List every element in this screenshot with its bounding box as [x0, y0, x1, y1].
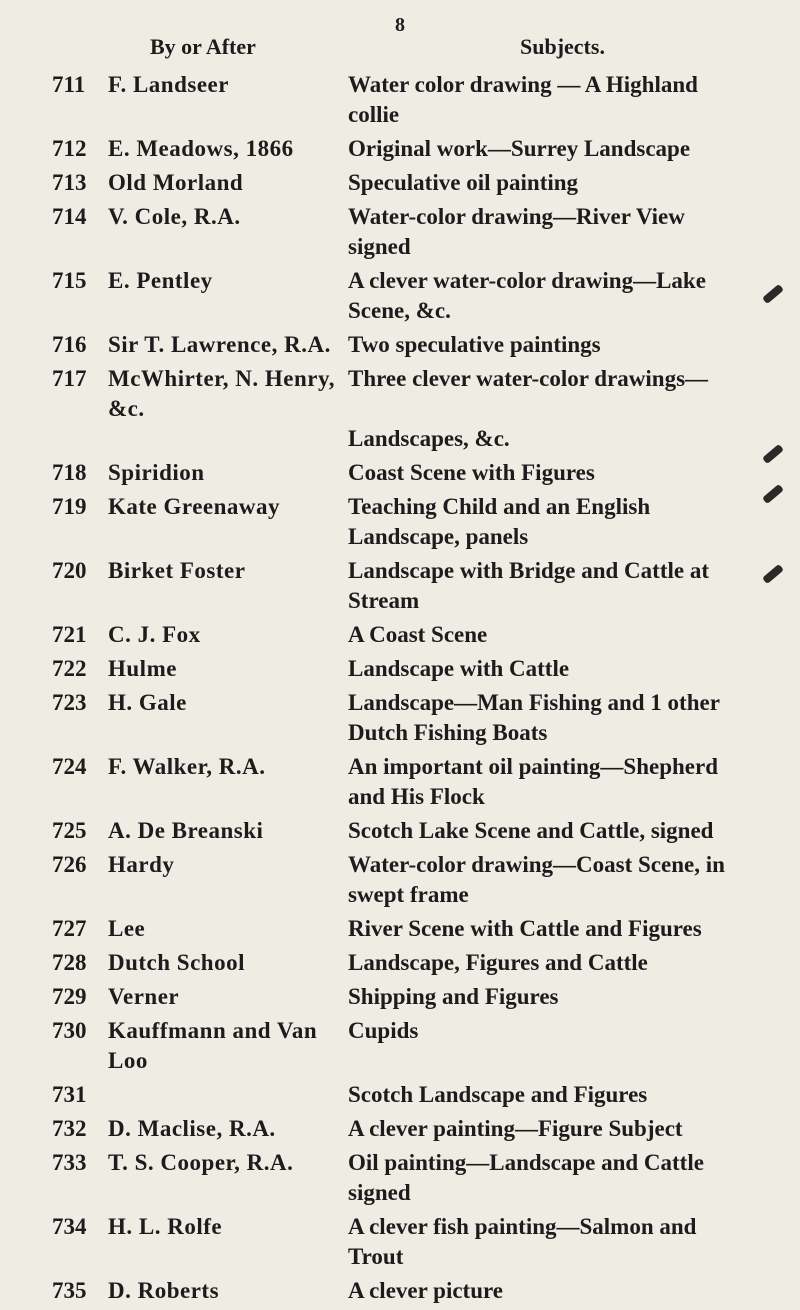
lot-num: 725	[52, 818, 87, 843]
lot-row	[52, 458, 772, 488]
lot-subject: Landscape with Cattle	[348, 656, 570, 681]
lot-row	[52, 70, 772, 130]
lot-subject: Teaching Child and an English	[348, 494, 651, 519]
lot-artist: Old Morland	[108, 170, 244, 195]
lot-num: 727	[52, 916, 87, 941]
lot-list	[52, 70, 772, 1310]
lot-artist: C. J. Fox	[108, 622, 201, 647]
lot-row	[52, 620, 772, 650]
lot-row	[52, 1148, 772, 1208]
lot-num: 720	[52, 558, 87, 583]
lot-subject: A clever fish painting—Salmon and	[348, 1214, 697, 1239]
lot-subject-continued: Landscapes, &c.	[348, 426, 510, 451]
lot-artist: D. Roberts	[108, 1278, 220, 1303]
lot-artist: H. Gale	[108, 690, 187, 715]
lot-num: 722	[52, 656, 87, 681]
lot-subject: Cupids	[348, 1018, 419, 1043]
lot-num: 716	[52, 332, 87, 357]
lot-num: 732	[52, 1116, 87, 1141]
lot-num: 730	[52, 1018, 87, 1043]
lot-num: 718	[52, 460, 87, 485]
lot-artist: McWhirter, N. Henry, &c.	[108, 366, 335, 421]
header-subjects: Subjects.	[520, 34, 605, 59]
lot-subject: Scotch Lake Scene and Cattle, signed	[348, 818, 714, 843]
lot-num: 723	[52, 690, 87, 715]
lot-row	[52, 1276, 772, 1306]
lot-num: 733	[52, 1150, 87, 1175]
lot-subject: River Scene with Cattle and Figures	[348, 916, 702, 941]
lot-row	[52, 364, 772, 454]
lot-row	[52, 134, 772, 164]
lot-artist: D. Maclise, R.A.	[108, 1116, 276, 1141]
lot-artist: E. Meadows, 1866	[108, 136, 294, 161]
lot-subject-continued: signed	[348, 1180, 411, 1205]
lot-artist: Sir T. Lawrence, R.A.	[108, 332, 331, 357]
lot-subject: Landscape—Man Fishing and 1 other	[348, 690, 720, 715]
ink-mark	[762, 444, 784, 464]
lot-row	[52, 168, 772, 198]
lot-artist: F. Walker, R.A.	[108, 754, 266, 779]
lot-artist: Hulme	[108, 656, 177, 681]
lot-artist: H. L. Rolfe	[108, 1214, 223, 1239]
lot-subject-continued: signed	[348, 234, 411, 259]
lot-artist: F. Landseer	[108, 72, 229, 97]
lot-subject-continued: collie	[348, 102, 400, 127]
lot-num: 728	[52, 950, 87, 975]
lot-artist: E. Pentley	[108, 268, 213, 293]
lot-num: 726	[52, 852, 87, 877]
lot-artist: V. Cole, R.A.	[108, 204, 241, 229]
lot-num: 717	[52, 366, 87, 391]
lot-subject-continued: Dutch Fishing Boats	[348, 720, 548, 745]
lot-num: 715	[52, 268, 87, 293]
lot-artist: Hardy	[108, 852, 175, 877]
lot-row	[52, 850, 772, 910]
lot-artist: Kate Greenaway	[108, 494, 281, 519]
margin-marks	[762, 290, 792, 710]
lot-subject: An important oil painting—Shepherd	[348, 754, 718, 779]
lot-artist: A. De Breanski	[108, 818, 264, 843]
lot-row	[52, 816, 772, 846]
lot-row	[52, 1016, 772, 1076]
lot-subject-continued: Trout	[348, 1244, 404, 1269]
lot-subject-continued: Scene, &c.	[348, 298, 451, 323]
page-number: 8	[395, 14, 405, 36]
lot-artist: Dutch School	[108, 950, 245, 975]
lot-artist: Verner	[108, 984, 180, 1009]
lot-subject-continued: swept frame	[348, 882, 469, 907]
header-by: By or After	[150, 34, 256, 59]
lot-num: 719	[52, 494, 87, 519]
lot-artist: Birket Foster	[108, 558, 246, 583]
lot-subject: Landscape with Bridge and Cattle at	[348, 558, 709, 583]
lot-row	[52, 1080, 772, 1110]
lot-num: 721	[52, 622, 87, 647]
lot-subject: Two speculative paintings	[348, 332, 601, 357]
lot-subject: Shipping and Figures	[348, 984, 559, 1009]
lot-subject: Coast Scene with Figures	[348, 460, 595, 485]
lot-subject: Water-color drawing—Coast Scene, in	[348, 852, 725, 877]
lot-row	[52, 330, 772, 360]
lot-artist: Kauffmann and Van Loo	[108, 1018, 318, 1073]
lot-row	[52, 752, 772, 812]
lot-row	[52, 556, 772, 616]
lot-row	[52, 948, 772, 978]
lot-subject: Oil painting—Landscape and Cattle	[348, 1150, 704, 1175]
lot-subject: Original work—Surrey Landscape	[348, 136, 691, 161]
lot-num: 714	[52, 204, 87, 229]
lot-row	[52, 654, 772, 684]
lot-num: 735	[52, 1278, 87, 1303]
lot-row	[52, 982, 772, 1012]
lot-subject: Water color drawing — A Highland	[348, 72, 698, 97]
lot-subject: Scotch Landscape and Figures	[348, 1082, 648, 1107]
lot-num: 713	[52, 170, 87, 195]
lot-subject: Three clever water-color drawings—	[348, 366, 709, 391]
lot-subject: A clever painting—Figure Subject	[348, 1116, 683, 1141]
lot-row	[52, 688, 772, 748]
lot-num: 731	[52, 1082, 87, 1107]
lot-row	[52, 492, 772, 552]
ink-mark	[762, 564, 784, 584]
lot-subject: Water-color drawing—River View	[348, 204, 685, 229]
lot-artist: T. S. Cooper, R.A.	[108, 1150, 294, 1175]
lot-subject: Landscape, Figures and Cattle	[348, 950, 648, 975]
lot-row	[52, 914, 772, 944]
lot-row	[52, 1212, 772, 1272]
lot-num: 724	[52, 754, 87, 779]
ink-mark	[762, 484, 784, 504]
lot-subject: Speculative oil painting	[348, 170, 579, 195]
lot-num: 734	[52, 1214, 87, 1239]
lot-artist: Lee	[108, 916, 146, 941]
lot-subject-continued: Landscape, panels	[348, 524, 529, 549]
lot-subject-continued: and His Flock	[348, 784, 485, 809]
lot-row	[52, 1114, 772, 1144]
lot-artist	[108, 1080, 348, 1110]
lot-num: 729	[52, 984, 87, 1009]
lot-num: 712	[52, 136, 87, 161]
lot-row	[52, 266, 772, 326]
lot-row	[52, 202, 772, 262]
lot-subject-continued: Stream	[348, 588, 420, 613]
lot-subject: A clever picture	[348, 1278, 503, 1303]
lot-artist: Spiridion	[108, 460, 205, 485]
lot-num: 711	[52, 72, 86, 97]
lot-subject: A clever water-color drawing—Lake	[348, 268, 706, 293]
lot-subject: A Coast Scene	[348, 622, 488, 647]
